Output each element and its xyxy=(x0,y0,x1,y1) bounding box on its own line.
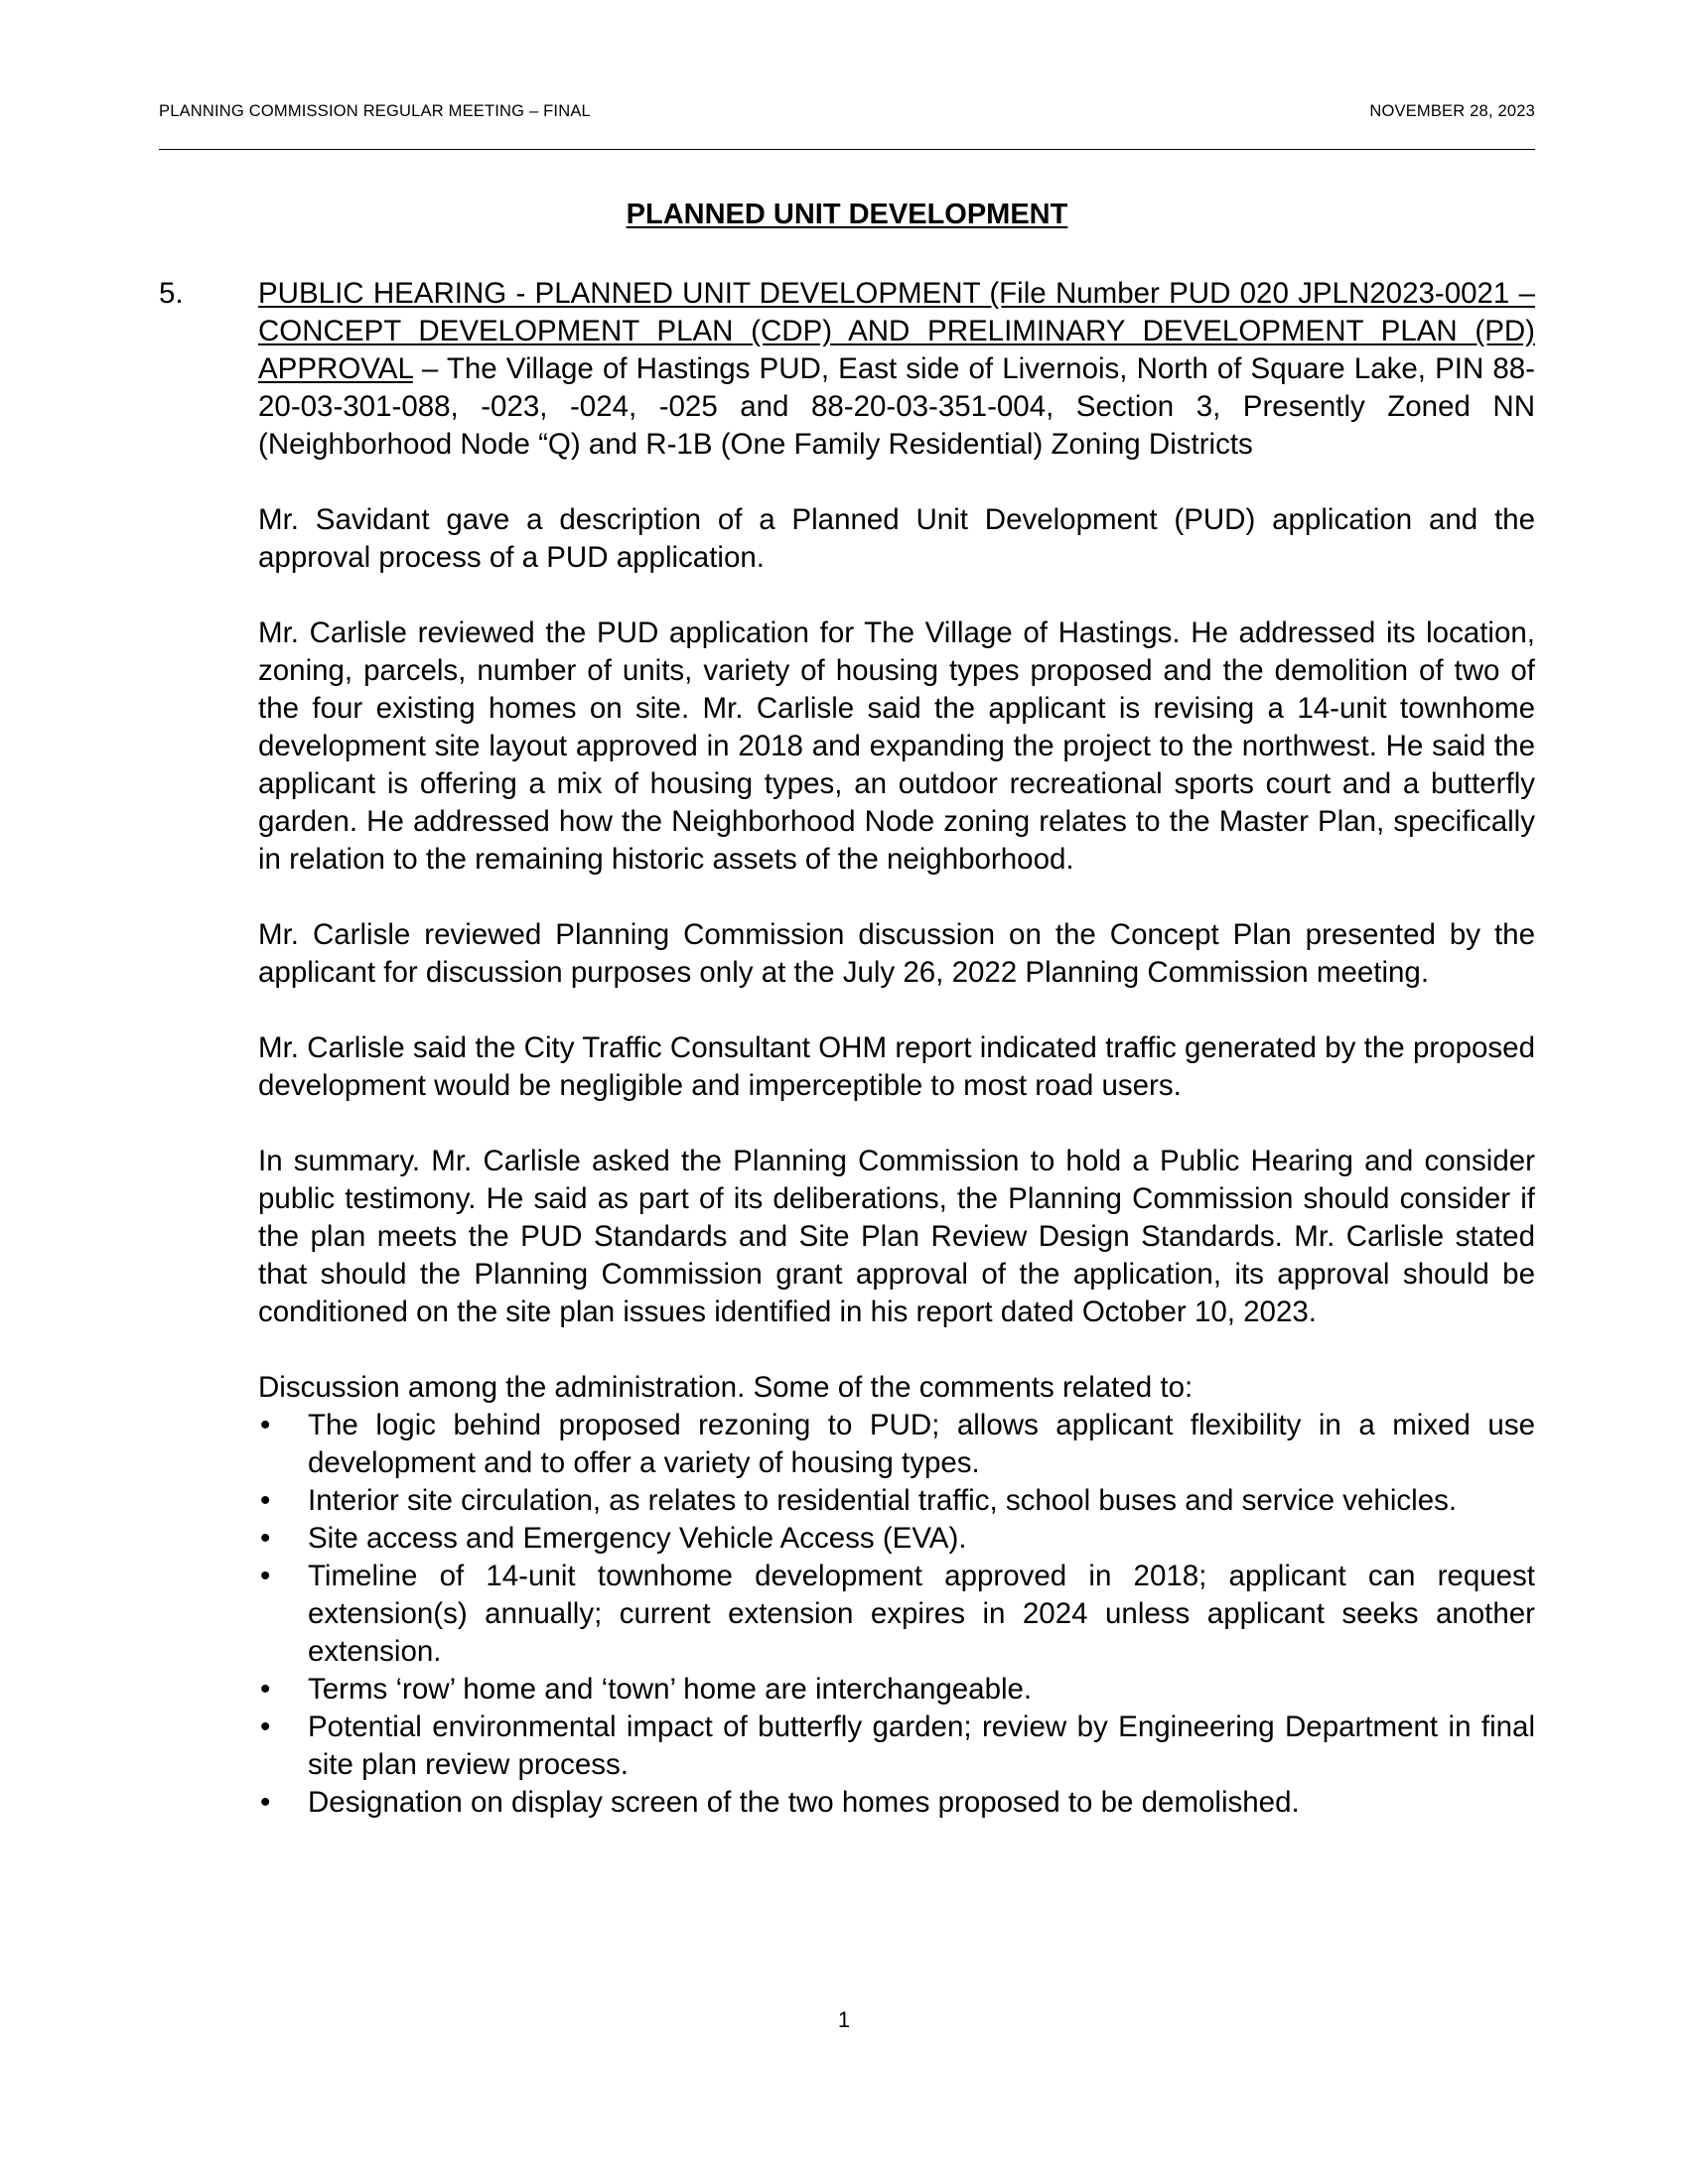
list-item-text: Site access and Emergency Vehicle Access (EVA). xyxy=(308,1522,967,1555)
list-item-text: Interior site circulation, as relates to residential traffic, school buses and service vehicles. xyxy=(308,1484,1458,1517)
running-header xyxy=(159,102,1535,121)
paragraph-traffic-report: Mr. Carlisle said the City Traffic Consultant OHM report indicated traffic generated by the proposed development would be negligible and imperceptible to most road users. xyxy=(258,1031,1535,1102)
list-item-text: Terms ‘row’ home and ‘town’ home are interchangeable. xyxy=(308,1673,1033,1706)
bullet-icon: • xyxy=(260,1560,271,1592)
list-item xyxy=(258,1708,1535,1784)
list-item xyxy=(258,1520,1535,1558)
item-heading xyxy=(258,275,1535,464)
header-meeting-title: PLANNING COMMISSION REGULAR MEETING – FINAL xyxy=(159,102,591,120)
agenda-item xyxy=(159,275,1535,1822)
header-date: NOVEMBER 28, 2023 xyxy=(1369,102,1535,120)
paragraph-concept-plan-discussion: Mr. Carlisle reviewed Planning Commission discussion on the Concept Plan presented by the applicant for discussion purposes only at the July 26, 2022 Planning Commission meeting. xyxy=(258,918,1535,989)
list-item xyxy=(258,1482,1535,1520)
paragraph-savidant-description: Mr. Savidant gave a description of a Planned Unit Development (PUD) application and the approval process of a PUD application. xyxy=(258,503,1535,574)
list-item xyxy=(258,1671,1535,1708)
bullet-icon: • xyxy=(260,1710,271,1743)
section-title: PLANNED UNIT DEVELOPMENT xyxy=(626,199,1068,230)
list-item-text: The logic behind proposed rezoning to PUD; allows applicant flexibility in a mixed use development and to offer a variety of housing types. xyxy=(308,1409,1535,1479)
list-item xyxy=(258,1784,1535,1822)
item-number: 5. xyxy=(159,277,184,310)
header-divider xyxy=(159,149,1535,150)
bullet-icon: • xyxy=(260,1409,271,1441)
bullet-icon: • xyxy=(260,1522,271,1555)
page-number: 1 xyxy=(837,2007,851,2032)
paragraph-summary: In summary. Mr. Carlisle asked the Planning Commission to hold a Public Hearing and consider public testimony. He said as part of its deliberations, the Planning Commission should consider if the plan meets the PUD Standards and Site Plan Review Design Standards. Mr. Carlisle stated that should the Planning Commission grant approval of the application, its approval should be conditioned on the site plan issues identified in his report dated October 10, 2023. xyxy=(258,1145,1535,1328)
bullet-icon: • xyxy=(260,1673,271,1706)
list-item-text: Timeline of 14-unit townhome development approved in 2018; applicant can request extension(s) annually; current extension expires in 2024 unless applicant seeks another extension. xyxy=(308,1560,1535,1668)
list-item-text: Designation on display screen of the two homes proposed to be demolished. xyxy=(308,1786,1300,1819)
list-item-text: Potential environmental impact of butterfly garden; review by Engineering Department in final site plan review process. xyxy=(308,1710,1535,1781)
item-body xyxy=(258,275,1535,1822)
discussion-bullet-list xyxy=(258,1407,1535,1822)
list-item xyxy=(258,1558,1535,1671)
discussion-intro: Discussion among the administration. Some of the comments related to: xyxy=(258,1371,1194,1404)
bullet-icon: • xyxy=(260,1484,271,1517)
bullet-icon: • xyxy=(260,1786,271,1819)
list-item xyxy=(258,1407,1535,1482)
paragraph-carlisle-review: Mr. Carlisle reviewed the PUD application for The Village of Hastings. He addressed its location, zoning, parcels, number of units, variety of housing types proposed and the demolition of two of the four existing homes on site. Mr. Carlisle said the applicant is revising a 14-unit townhome development site layout approved in 2018 and expanding the project to the northwest. He said the applicant is offering a mix of housing types, an outdoor recreational sports court and a butterfly garden. He addressed how the Neighborhood Node zoning relates to the Master Plan, specifically in relation to the remaining historic assets of the neighborhood. xyxy=(258,616,1535,876)
item-heading-details: – The Village of Hastings PUD, East side of Livernois, North of Square Lake, PIN 88-20-03-301-088, -023, -024, -025 and 88-20-03-351-004, Section 3, Presently Zoned NN (Neighborhood Node “Q) and R-1B (One Family Residential) Zoning Districts xyxy=(258,352,1535,461)
item-heading-underlined: PUBLIC HEARING - PLANNED UNIT DEVELOPMENT (File Number PUD 020 JPLN2023-0021 – CONCEPT DEVELOPMENT PLAN (CDP) AND PRELIMINARY DEVELOPMENT PLAN (PD) APPROVAL xyxy=(258,277,1535,385)
